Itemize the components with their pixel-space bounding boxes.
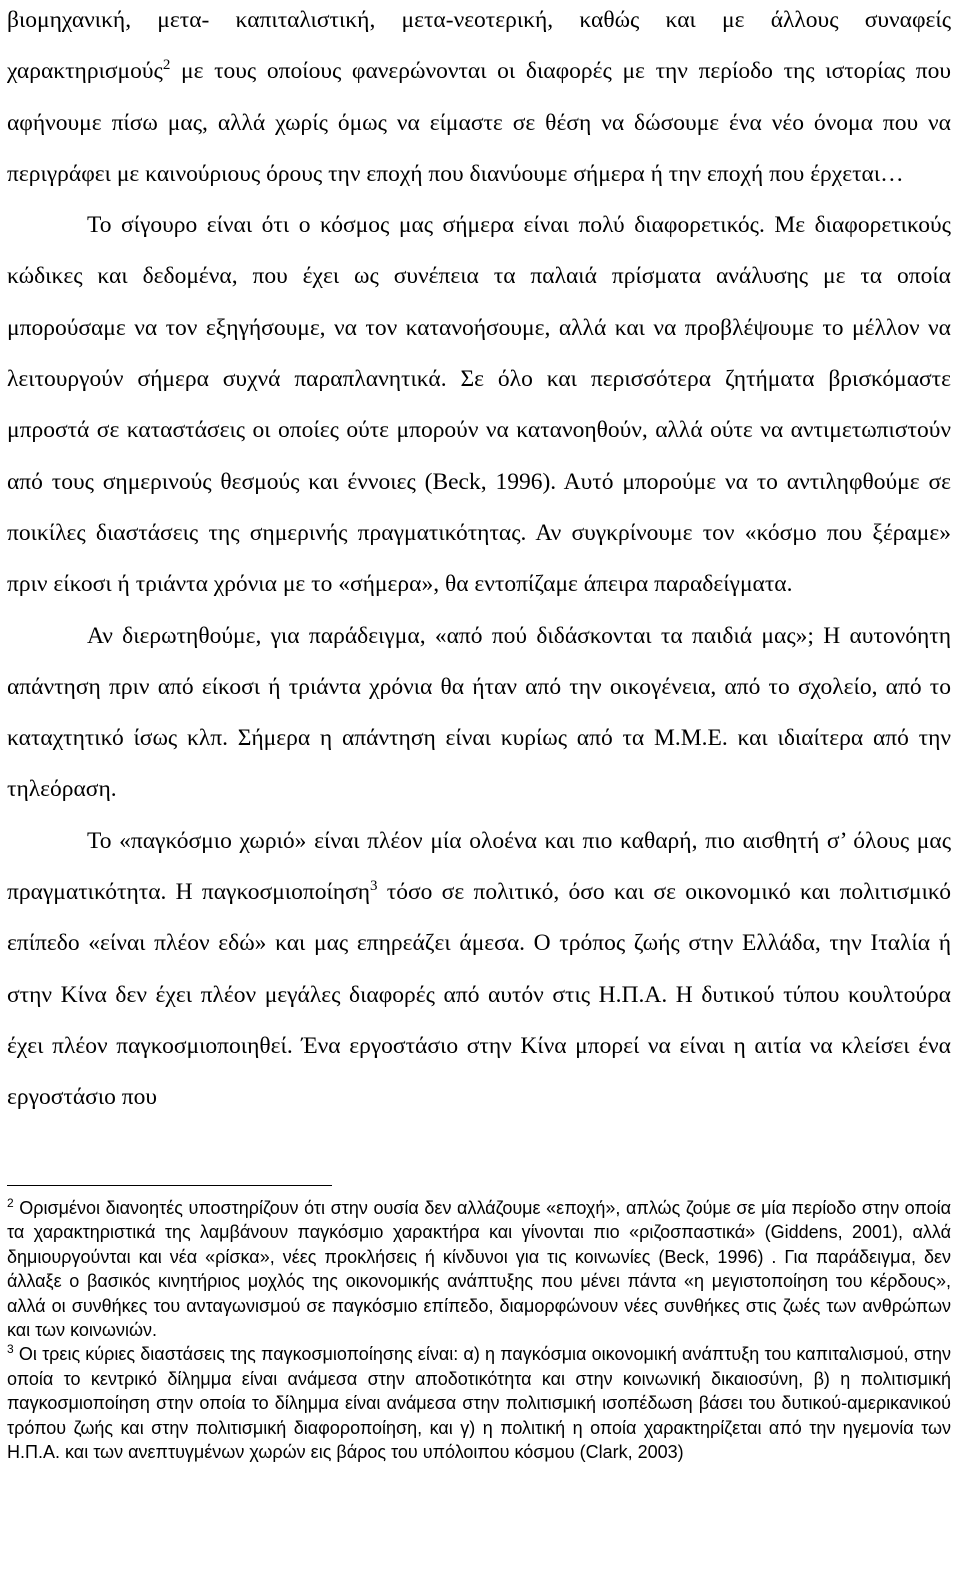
- paragraph-continuation: [7, 0, 951, 200]
- paragraph-text: τόσο σε πολιτικό, όσο και σε οικονομικό και πολιτισμικό επίπεδο «είναι πλέον εδώ» και μας επηρεάζει άμεσα. Ο τρόπος ζωής στην Ελλάδα, την Ιταλία ή στην Κίνα δεν έχει πλέον μεγάλες διαφορές από αυτόν στις Η.Π.Α. Η δυτικού τύπου κουλτούρα έχει πλέον παγκοσμιοποιηθεί. Ένα εργοστάσιο στην Κίνα μπορεί να είναι η αιτία να κλείσει ένα εργοστάσιο που: [7, 879, 951, 1111]
- paragraph: Το σίγουρο είναι ότι ο κόσμος μας σήμερα είναι πολύ διαφορετικός. Με διαφορετικούς κώδικες και δεδομένα, που έχει ως συνέπεια τα παλαιά πρίσματα ανάλυσης με τα οποία μπορούσαμε να τον εξηγήσουμε, να τον κατανοήσουμε, αλλά και να προβλέψουμε το μέλλον να λειτουργούν σήμερα συχνά παραπλανητικά. Σε όλο και περισσότερα ζητήματα βρισκόμαστε μπροστά σε καταστάσεις οι οποίες ούτε μπορούν να κατανοηθούν, αλλά ούτε να αντιμετωπιστούν από τους σημερινούς θεσμούς και έννοιες (Beck, 1996). Αυτό μπορούμε να το αντιληφθούμε σε ποικίλες διαστάσεις της σημερινής πραγματικότητας. Αν συγκρίνουμε τον «κόσμο που ξέραμε» πριν είκοσι ή τριάντα χρόνια με το «σήμερα», θα εντοπίζαμε άπειρα παραδείγματα.: [7, 212, 951, 598]
- footnote: [7, 1196, 951, 1342]
- footnote-text: Οι τρεις κύριες διαστάσεις της παγκοσμιοποίησης είναι: α) η παγκόσμια οικονομική ανάπτυξη του καπιταλισμού, στην οποία το κεντρικό δίλημμα είναι ανάμεσα στην αποδοτικότητα και στην κοινωνική δικαιοσύνη, β) η πολιτισμική παγκοσμιοποίηση στην οποία το δίλημμα είναι ανάμεσα στην πολιτισμική ισοπέδωση βάσει του δυτικού-αμερικανικού τρόπου ζωής και στην πολιτισμική διαφοροποίηση, και γ) η πολιτική η οποία χαρακτηρίζεται από την ηγεμονία των Η.Π.Α. και των ανεπτυγμένων χωρών εις βάρος του υπόλοιπου κόσμου (Clark, 2003): [7, 1344, 951, 1463]
- footnote-ref-3: 3: [370, 878, 378, 895]
- footnote-number: 2: [7, 1196, 14, 1210]
- paragraph-text: με τους οποίους φανερώνονται οι διαφορές με την περίοδο της ιστορίας που αφήνουμε πίσω μας, αλλά χωρίς όμως να είμαστε σε θέση να δώσουμε ένα νέο όνομα που να περιγράφει με καινούριους όρους την εποχή που διανύουμε σήμερα ή την εποχή που έρχεται…: [7, 58, 951, 187]
- paragraph: Αν διερωτηθούμε, για παράδειγμα, «από πού διδάσκονται τα παιδιά μας»; Η αυτονόητη απάντηση πριν από είκοσι ή τριάντα χρόνια θα ήταν από την οικογένεια, από το σχολείο, από το καταχτητικό ίσως κλπ. Σήμερα η απάντηση είναι κυρίως από τα Μ.Μ.Ε. και ιδιαίτερα από την τηλεόραση.: [7, 622, 951, 803]
- paragraph-text: βιομηχανική, μετα- καπιταλιστική, μετα-νεοτερική, καθώς και με άλλους συναφείς χαρακτηρισμούς: [7, 7, 951, 85]
- footnote-number: 3: [7, 1342, 14, 1357]
- main-text: [7, 0, 951, 1124]
- document-page: [7, 0, 951, 1124]
- footnote-separator: [7, 1185, 332, 1186]
- footnotes: [7, 1196, 951, 1464]
- paragraph: [7, 816, 951, 1124]
- paragraph-text: Το «παγκόσμιο χωριό» είναι πλέον μία ολοένα και πιο καθαρή, πιο αισθητή σ’ όλους μας πραγματικότητα. Η παγκοσμιοποίηση: [7, 827, 951, 906]
- footnote-ref-2: 2: [162, 57, 171, 74]
- footnote-text: Ορισμένοι διανοητές υποστηρίζουν ότι στην ουσία δεν αλλάζουμε «εποχή», απλώς ζούμε σε μία περίοδο στην οποία τα χαρακτηριστικά της λαμβάνουν παγκόσμιο χαρακτήρα και γίνονται πιο «ριζοσπαστικά» (Giddens, 2001), αλλά δημιουργούνται και νέα «ρίσκα», νέες προκλήσεις ή κίνδυνοι για τις κοινωνίες (Beck, 1996) . Για παράδειγμα, δεν άλλαξε ο βασικός κινητήριος μοχλός της οικονομικής ανάπτυξης που μένει πάντα «η μεγιστοποίηση του κέρδους», αλλά οι συνθήκες του ανταγωνισμού σε παγκόσμιο επίπεδο, διαμορφώνουν νέες συνθήκες στις ζωές των ανθρώπων και των κοινωνιών.: [7, 1198, 951, 1341]
- footnote: [7, 1342, 951, 1464]
